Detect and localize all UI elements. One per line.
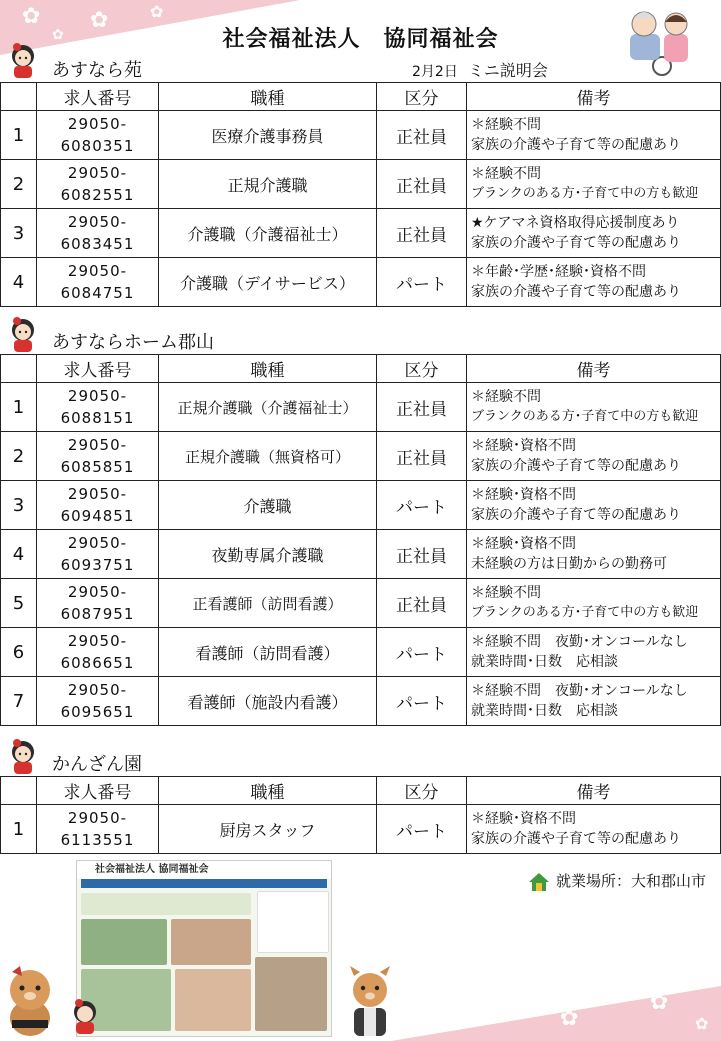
- table-header-row: [1, 355, 721, 383]
- job-category: パート: [377, 258, 467, 307]
- table-row: [1, 530, 721, 579]
- row-number: 3: [1, 481, 37, 530]
- session-date: 2月2日: [412, 64, 458, 80]
- flower-icon: ✿: [560, 1006, 579, 1031]
- row-number: 5: [1, 579, 37, 628]
- work-place-text: 就業場所：大和郡山市: [556, 872, 707, 890]
- deer-mascot-icon: [346, 964, 394, 1038]
- header-notes: 備考: [467, 83, 721, 111]
- job-number: 29050- 6093751: [37, 530, 159, 579]
- job-notes: ★ケアマネ資格取得応援制度あり 家族の介護や子育て等の配慮あり: [467, 209, 721, 258]
- header-job-type: 職種: [159, 83, 377, 111]
- flower-icon: ✿: [150, 2, 164, 21]
- mascot-girl-icon: [6, 738, 40, 776]
- section-title-kanzanen: かんざん園: [52, 754, 142, 775]
- flyer-title: 社会福祉法人 協同福祉会: [77, 861, 331, 879]
- table-row: [1, 258, 721, 307]
- flower-icon: ✿: [695, 1014, 709, 1033]
- session-info: [412, 58, 548, 81]
- header-job-type: 職種: [159, 777, 377, 805]
- header-job-number: 求人番号: [37, 355, 159, 383]
- table-row: [1, 111, 721, 160]
- job-table-kanzanen: [0, 776, 721, 854]
- row-number: 2: [1, 160, 37, 209]
- row-number: 1: [1, 383, 37, 432]
- job-category: 正社員: [377, 111, 467, 160]
- flyer-photo: [175, 969, 251, 1031]
- job-number: 29050- 6088151: [37, 383, 159, 432]
- header-notes: 備考: [467, 777, 721, 805]
- job-number: 29050- 6084751: [37, 258, 159, 307]
- job-type: 正規介護職（介護福祉士）: [159, 383, 377, 432]
- job-type: 正看護師（訪問看護）: [159, 579, 377, 628]
- organization-flyer-image: [76, 860, 332, 1037]
- table-row: [1, 677, 721, 726]
- job-category: 正社員: [377, 530, 467, 579]
- job-number: 29050- 6080351: [37, 111, 159, 160]
- session-label: ミニ説明会: [467, 61, 548, 80]
- job-number: 29050- 6094851: [37, 481, 159, 530]
- flower-icon: ✿: [22, 4, 41, 29]
- flower-icon: ✿: [90, 8, 109, 33]
- row-number: 7: [1, 677, 37, 726]
- job-notes: ＊経験･資格不問 家族の介護や子育て等の配慮あり: [467, 432, 721, 481]
- job-table-asunara-home: [0, 354, 721, 726]
- job-type: 看護師（施設内看護）: [159, 677, 377, 726]
- section-title-asunara-home: あすならホーム郡山: [52, 332, 214, 353]
- job-category: パート: [377, 677, 467, 726]
- header-category: 区分: [377, 777, 467, 805]
- job-number: 29050- 6086651: [37, 628, 159, 677]
- mascot-girl-icon: [68, 996, 102, 1038]
- job-notes: ＊経験･資格不問 未経験の方は日勤からの勤務可: [467, 530, 721, 579]
- job-category: 正社員: [377, 383, 467, 432]
- job-table-asunaraen: [0, 82, 721, 307]
- job-type: 正規介護職（無資格可）: [159, 432, 377, 481]
- row-number: 1: [1, 805, 37, 854]
- flower-icon: ✿: [650, 990, 669, 1015]
- header-cell-empty: [1, 777, 37, 805]
- deer-mascot-icon: [2, 962, 58, 1038]
- house-icon: [528, 872, 550, 892]
- job-category: 正社員: [377, 432, 467, 481]
- table-row: [1, 628, 721, 677]
- table-row: [1, 579, 721, 628]
- table-header-row: [1, 83, 721, 111]
- flyer-text-block: [81, 893, 251, 915]
- job-type: 介護職（デイサービス）: [159, 258, 377, 307]
- job-type: 介護職: [159, 481, 377, 530]
- job-notes: ＊経験･資格不問 家族の介護や子育て等の配慮あり: [467, 481, 721, 530]
- row-number: 3: [1, 209, 37, 258]
- job-notes: ＊経験･資格不問 家族の介護や子育て等の配慮あり: [467, 805, 721, 854]
- flower-icon: ✿: [52, 27, 64, 43]
- flower-icon: ✿: [470, 1010, 484, 1029]
- job-type: 医療介護事務員: [159, 111, 377, 160]
- header-cell-empty: [1, 83, 37, 111]
- job-type: 夜勤専属介護職: [159, 530, 377, 579]
- flyer-photo: [255, 957, 327, 1031]
- job-number: 29050- 6083451: [37, 209, 159, 258]
- job-category: 正社員: [377, 579, 467, 628]
- job-category: パート: [377, 805, 467, 854]
- header-category: 区分: [377, 83, 467, 111]
- header-cell-empty: [1, 355, 37, 383]
- job-type: 厨房スタッフ: [159, 805, 377, 854]
- section-title-asunaraen: あすなら苑: [52, 60, 142, 81]
- job-number: 29050- 6087951: [37, 579, 159, 628]
- job-notes: ＊経験不問 夜勤･オンコールなし 就業時間･日数 応相談: [467, 628, 721, 677]
- job-number: 29050- 6082551: [37, 160, 159, 209]
- table-row: [1, 209, 721, 258]
- job-notes: ＊経験不問 ブランクのある方･子育て中の方も歓迎: [467, 160, 721, 209]
- job-number: 29050- 6095651: [37, 677, 159, 726]
- caregiver-illustration: [626, 4, 694, 76]
- table-row: [1, 432, 721, 481]
- row-number: 6: [1, 628, 37, 677]
- job-number: 29050- 6085851: [37, 432, 159, 481]
- mascot-girl-icon: [6, 42, 40, 80]
- table-header-row: [1, 777, 721, 805]
- flyer-qr-panel: [257, 891, 329, 953]
- flyer-banner: [81, 879, 327, 888]
- job-notes: ＊年齢･学歴･経験･資格不問 家族の介護や子育て等の配慮あり: [467, 258, 721, 307]
- header-job-type: 職種: [159, 355, 377, 383]
- header-job-number: 求人番号: [37, 83, 159, 111]
- row-number: 4: [1, 258, 37, 307]
- table-row: [1, 160, 721, 209]
- job-number: 29050- 6113551: [37, 805, 159, 854]
- table-row: [1, 481, 721, 530]
- row-number: 4: [1, 530, 37, 579]
- job-category: パート: [377, 628, 467, 677]
- header-notes: 備考: [467, 355, 721, 383]
- job-type: 介護職（介護福祉士）: [159, 209, 377, 258]
- mascot-girl-icon: [6, 316, 40, 354]
- job-type: 正規介護職: [159, 160, 377, 209]
- job-notes: ＊経験不問 ブランクのある方･子育て中の方も歓迎: [467, 383, 721, 432]
- job-notes: ＊経験不問 夜勤･オンコールなし 就業時間･日数 応相談: [467, 677, 721, 726]
- header-job-number: 求人番号: [37, 777, 159, 805]
- job-category: パート: [377, 481, 467, 530]
- table-row: [1, 383, 721, 432]
- job-category: 正社員: [377, 160, 467, 209]
- job-category: 正社員: [377, 209, 467, 258]
- flyer-photo: [81, 919, 167, 965]
- header-category: 区分: [377, 355, 467, 383]
- work-place: [528, 870, 706, 892]
- row-number: 2: [1, 432, 37, 481]
- job-notes: ＊経験不問 家族の介護や子育て等の配慮あり: [467, 111, 721, 160]
- job-type: 看護師（訪問看護）: [159, 628, 377, 677]
- flyer-photo: [171, 919, 251, 965]
- table-row: [1, 805, 721, 854]
- corner-decoration-bottom-right: [391, 986, 721, 1041]
- job-notes: ＊経験不問 ブランクのある方･子育て中の方も歓迎: [467, 579, 721, 628]
- row-number: 1: [1, 111, 37, 160]
- organization-title: 社会福祉法人 協同福祉会: [222, 27, 499, 52]
